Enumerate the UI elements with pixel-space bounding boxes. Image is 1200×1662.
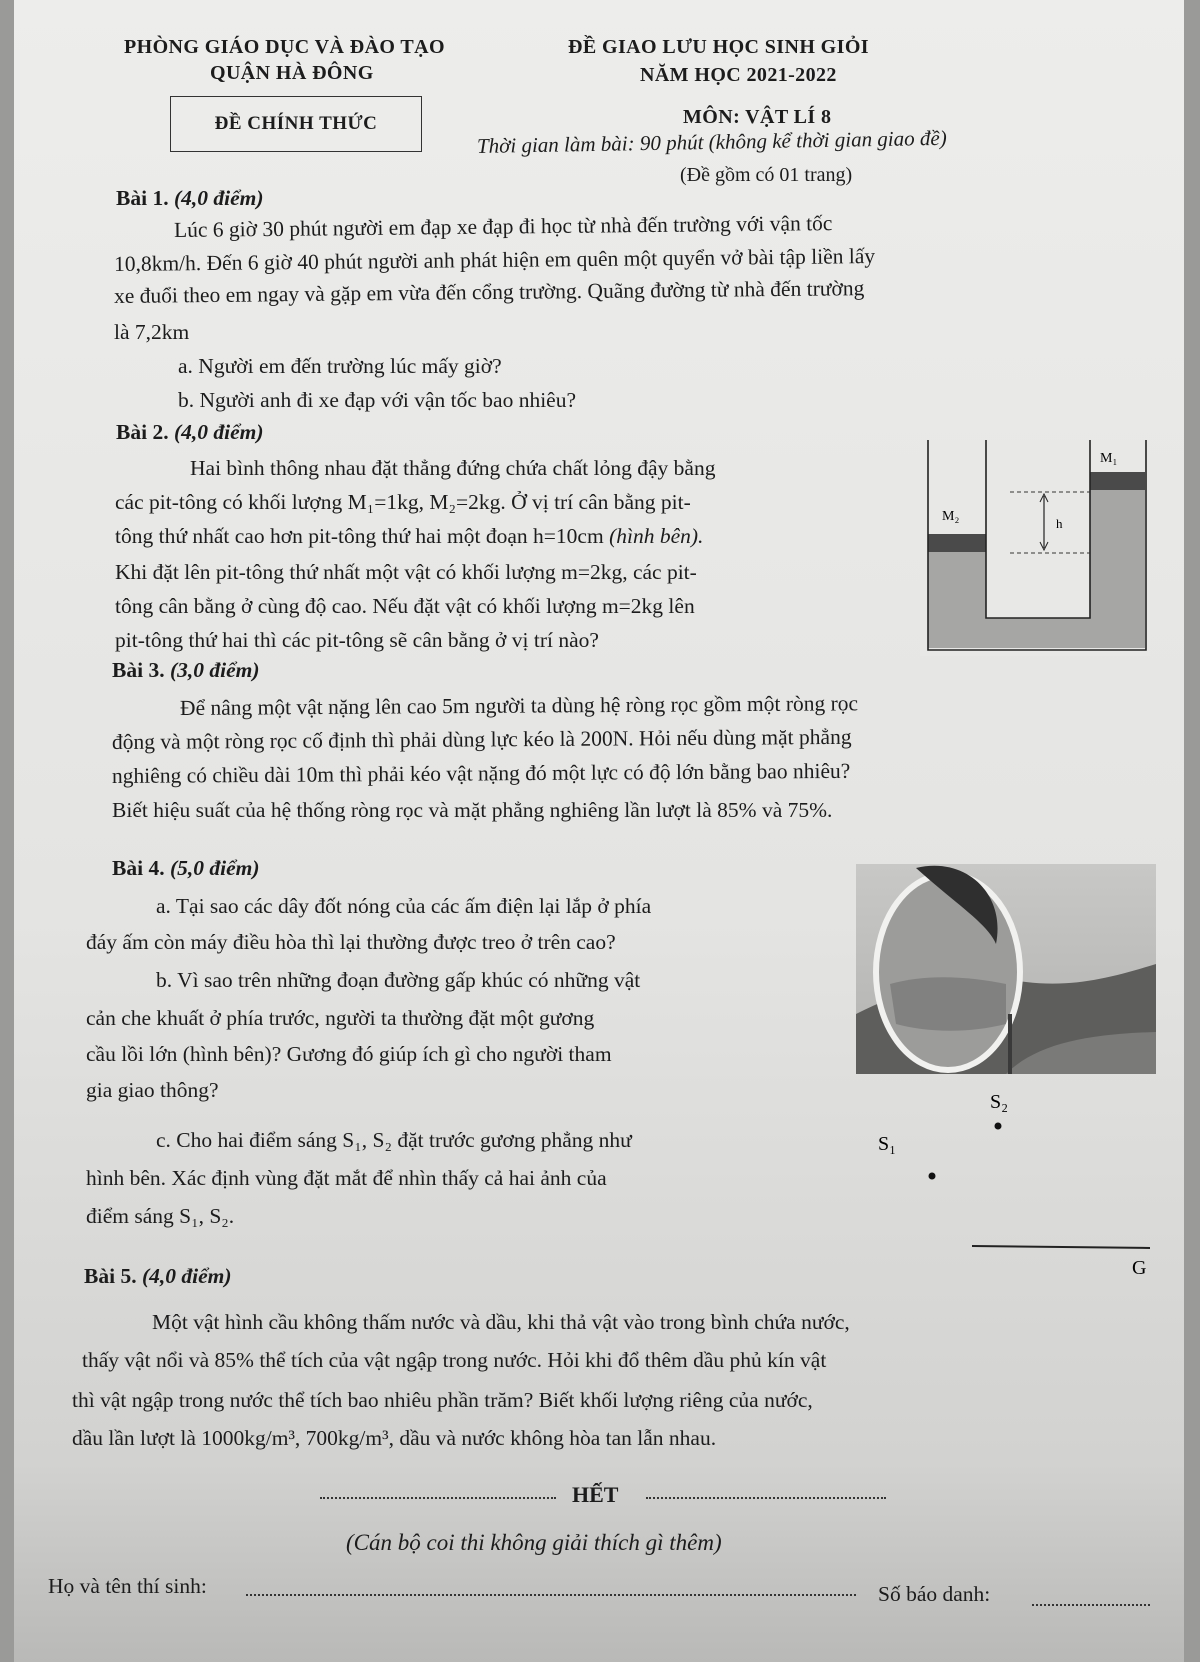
end-right-dots [646,1486,896,1504]
mirror-G-line [972,1246,1150,1248]
problem-5-line-1: Một vật hình cầu không thấm nước và dầu, khi thả vật vào trong bình chứa nước, [152,1310,850,1334]
problem-2-line-4: Khi đặt lên pit-tông thứ nhất một vật có khối lượng m=2kg, các pit- [115,560,697,584]
problem-1-line-4: là 7,2km [114,320,190,344]
candidate-id-label: Số báo danh: [878,1582,991,1606]
point-S2 [995,1123,1002,1130]
label-S1: S₁ [878,1133,897,1155]
problem-3-line-4: Biết hiệu suất của hệ thống ròng rọc và mặt phẳng nghiêng lần lượt là 85% và 75%. [112,798,833,822]
point-S1 [929,1173,936,1180]
proctor-note: (Cán bộ coi thi không giải thích gì thêm) [346,1530,722,1555]
problem-4-c-line-3: điểm sáng S₁, S₂. [86,1204,235,1228]
page-count: (Đề gồm có 01 trang) [680,164,853,186]
problem-5-line-3: thì vật ngập trong nước thể tích bao nhiêu phần trăm? Biết khối lượng riêng của nước, [72,1388,813,1412]
problem-1-title: Bài 1. (4,0 điểm) [116,186,264,210]
piston-2 [928,534,986,552]
problem-3-line-2: động và một ròng rọc cố định thì phải dùng lực kéo là 200N. Hỏi nếu dùng mặt phẳng [111,724,852,754]
exam-title: ĐỀ GIAO LƯU HỌC SINH GIỎI [568,36,869,58]
problem-2-line-3: tông thứ nhất cao hơn pit-tông thứ hai một đoạn h=10cm (hình bên). [115,524,704,548]
end-marker: HẾT [572,1482,619,1507]
problem-1-line-2: 10,8km/h. Đến 6 giờ 40 phút người anh phát hiện em quên một quyển vở bài tập liền lấy [113,244,876,276]
label-S2: S₂ [990,1091,1009,1113]
problem-1-line-3: xe đuổi theo em ngay và gặp em vừa đến cổng trường. Quãng đường từ nhà đến trường [113,276,865,308]
subject: MÔN: VẬT LÍ 8 [683,106,832,128]
department-name: PHÒNG GIÁO DỤC VÀ ĐÀO TẠO [124,36,445,58]
end-left-dots [320,1486,560,1504]
problem-1-line-1: Lúc 6 giờ 30 phút người em đạp xe đạp đi học từ nhà đến trường với vận tốc [173,211,833,242]
problem-4-b-line-3: cầu lồi lớn (hình bên)? Gương đó giúp ích gì cho người tham [86,1042,612,1066]
problem-4-b-line-2: cản che khuất ở phía trước, người ta thường đặt một gương [86,1006,595,1030]
mirror-reflection [890,977,1006,1031]
plane-mirror-figure [860,1080,1160,1276]
district-name: QUẬN HÀ ĐÔNG [210,62,374,84]
bottom-liquid [928,618,1145,648]
problem-4-a-line-2: đáy ấm còn máy điều hòa thì lại thường được treo ở trên cao? [86,930,616,954]
candidate-name-field [246,1572,856,1601]
problem-4-c-line-2: hình bên. Xác định vùng đặt mắt để nhìn thấy cả hai ảnh của [86,1166,607,1190]
problem-2-line-5: tông cân bằng ở cùng độ cao. Nếu đặt vật có khối lượng m=2kg lên [115,594,695,618]
mirror [876,874,1020,1070]
problem-2-title: Bài 2. (4,0 điểm) [116,420,264,444]
official-exam-box: ĐỀ CHÍNH THỨC [170,96,422,152]
problem-3-line-3: nghiêng có chiều dài 10m thì phải kéo vật nặng đó một lực có độ lớn bằng bao nhiêu? [111,758,851,788]
communicating-vessels-figure [920,440,1150,656]
problem-2-line-1: Hai bình thông nhau đặt thẳng đứng chứa chất lỏng đậy bằng [190,456,716,480]
label-h: h [1056,516,1063,531]
label-M1: M₁ [1100,451,1118,466]
label-M2: M₂ [942,509,960,524]
problem-4-a-line-1: a. Tại sao các dây đốt nóng của các ấm điện lại lắp ở phía [156,894,652,918]
school-year: NĂM HỌC 2021-2022 [640,64,837,86]
problem-4-c-line-1: c. Cho hai điểm sáng S₁, S₂ đặt trước gương phẳng như [156,1128,632,1152]
candidate-name-label: Họ và tên thí sinh: [48,1574,207,1598]
problem-1-question-b: b. Người anh đi xe đạp với vận tốc bao nhiêu? [178,388,577,412]
problem-2-line-2: các pit-tông có khối lượng M₁=1kg, M₂=2kg. Ở vị trí cân bằng pit- [115,490,691,514]
problem-4-b-line-1: b. Vì sao trên những đoạn đường gấp khúc có những vật [156,968,641,992]
problem-5-line-4: dầu lần lượt là 1000kg/m³, 700kg/m³, dầu và nước không hòa tan lẫn nhau. [72,1426,717,1450]
problem-3-line-1: Để nâng một vật nặng lên cao 5m người ta dùng hệ ròng rọc gồm một ròng rọc [179,691,859,720]
problem-4-title: Bài 4. (5,0 điểm) [112,856,260,880]
problem-2-line-6: pit-tông thứ hai thì các pit-tông sẽ cân bằng ở vị trí nào? [115,628,599,652]
problem-1-question-a: a. Người em đến trường lúc mấy giờ? [178,354,502,378]
problem-3-title: Bài 3. (3,0 điểm) [112,658,260,682]
problem-5-title: Bài 5. (4,0 điểm) [84,1264,232,1288]
convex-mirror-photo [856,864,1156,1074]
piston-1 [1090,472,1145,490]
problem-5-line-2: thấy vật nổi và 85% thể tích của vật ngập trong nước. Hỏi khi đổ thêm dầu phủ kín vật [82,1348,827,1372]
candidate-id-field [1032,1582,1150,1611]
label-G: G [1132,1257,1147,1276]
problem-4-b-line-4: gia giao thông? [86,1078,219,1102]
exam-duration: Thời gian làm bài: 90 phút (không kể thời gian giao đề) [476,125,947,158]
mirror-pole [1008,1014,1012,1074]
